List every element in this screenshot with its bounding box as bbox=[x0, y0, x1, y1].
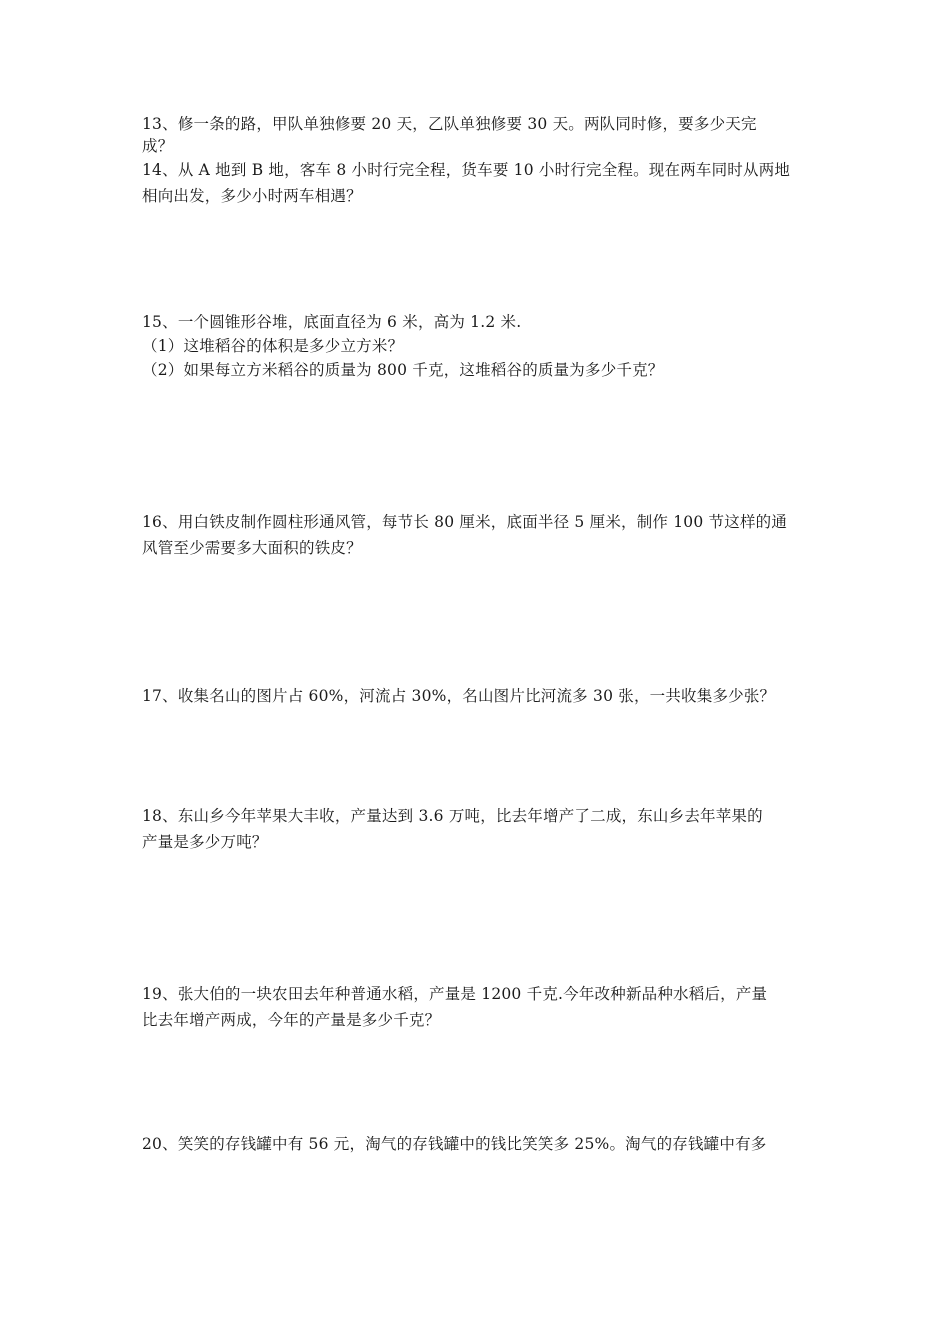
question-17-line-1: 17、收集名山的图片占 60%，河流占 30%，名山图片比河流多 30 张，一共收集多少张？ bbox=[142, 687, 776, 705]
question-18-line-2: 产量是多少万吨？ bbox=[142, 833, 268, 851]
question-19-line-1: 19、张大伯的一块农田去年种普通水稻，产量是 1200 千克.今年改种新品种水稻后，产量 bbox=[142, 985, 768, 1003]
question-14-line-1: 14、从 A 地到 B 地，客车 8 小时行完全程，货车要 10 小时行完全程。现在两车同时从两地 bbox=[142, 161, 791, 179]
question-16-line-2: 风管至少需要多大面积的铁皮？ bbox=[142, 539, 362, 557]
question-16-line-1: 16、用白铁皮制作圆柱形通风管，每节长 80 厘米，底面半径 5 厘米，制作 100 节这样的通 bbox=[142, 513, 788, 531]
question-19-line-2: 比去年增产两成，今年的产量是多少千克？ bbox=[142, 1011, 441, 1029]
question-14-line-2: 相向出发，多少小时两车相遇？ bbox=[142, 187, 362, 205]
question-13-line-1: 13、修一条的路，甲队单独修要 20 天，乙队单独修要 30 天。两队同时修，要多少天完 bbox=[142, 115, 757, 133]
question-15-part-2: （2）如果每立方米稻谷的质量为 800 千克，这堆稻谷的质量为多少千克？ bbox=[142, 361, 664, 379]
question-18-line-1: 18、东山乡今年苹果大丰收，产量达到 3.6 万吨，比去年增产了二成，东山乡去年苹果的 bbox=[142, 807, 763, 825]
question-15-line-1: 15、一个圆锥形谷堆，底面直径为 6 米，高为 1.2 米. bbox=[142, 313, 522, 331]
question-15-part-1: （1）这堆稻谷的体积是多少立方米？ bbox=[142, 337, 404, 355]
question-13-line-2: 成？ bbox=[142, 137, 174, 155]
question-20-line-1: 20、笑笑的存钱罐中有 56 元，淘气的存钱罐中的钱比笑笑多 25%。淘气的存钱罐中有多 bbox=[142, 1135, 767, 1153]
